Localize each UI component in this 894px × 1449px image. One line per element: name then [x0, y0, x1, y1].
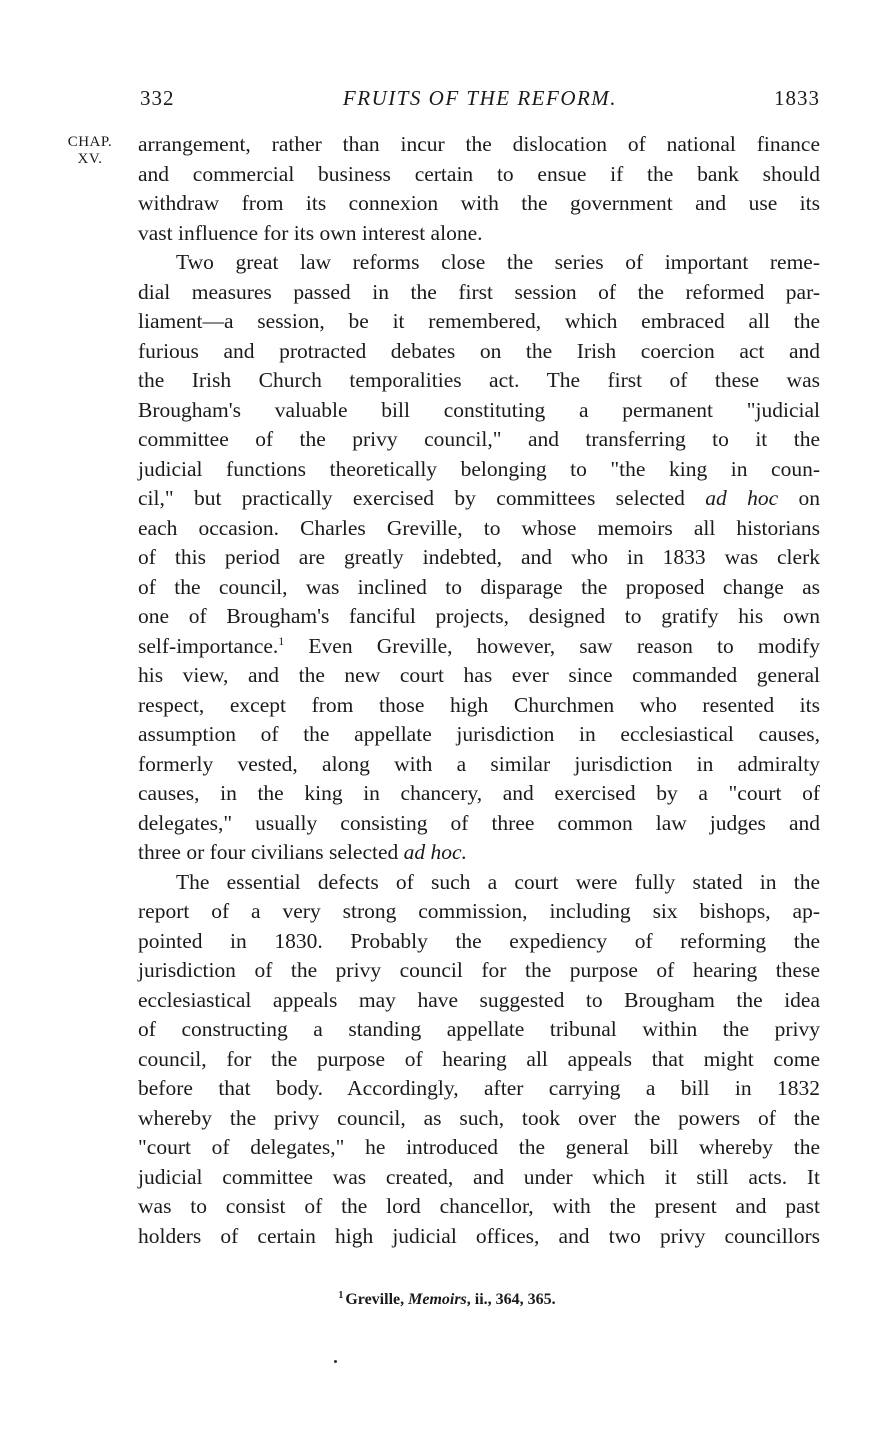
text-line: one of Brougham's fanciful projects, designed to gratify his own [138, 604, 820, 628]
running-title: FRUITS OF THE REFORM. [342, 86, 618, 110]
text-line: judicial committee was created, and under which it still acts. It [138, 1164, 820, 1189]
paragraph-start-line: The essential defects of such a court were fully stated in the [176, 869, 820, 894]
text-line: respect, except from those high Churchmen who resented its [138, 692, 820, 717]
text-line: assumption of the appellate jurisdiction in ecclesiastical causes, [138, 722, 820, 746]
text-run: self-importance. [138, 633, 279, 658]
text-line [138, 632, 820, 662]
footnote-marker: 1 [338, 1290, 344, 1301]
text-line: was to consist of the lord chancellor, with the present and past [138, 1194, 820, 1218]
text-line: formerly vested, along with a similar jurisdiction in admiralty [138, 751, 820, 776]
ink-speck [334, 1360, 337, 1363]
footnote-text: , ii., 364, 365. [466, 1291, 556, 1308]
text-line: and commercial business certain to ensue if the bank should [138, 161, 820, 186]
text-run: three or four civilians selected [138, 840, 404, 864]
text-line: before that body. Accordingly, after carrying a bill in 1832 [138, 1076, 820, 1100]
italic-term: ad hoc. [403, 840, 467, 864]
text-line: furious and protracted debates on the Irish coercion act and [138, 338, 820, 363]
text-line [138, 484, 820, 514]
chapter-side-note [55, 134, 125, 168]
text-line: Brougham's valuable bill constituting a permanent "judicial [138, 397, 820, 422]
text-line: holders of certain high judicial offices, and two privy councillors [138, 1223, 820, 1248]
text-line: pointed in 1830. Probably the expediency of reforming the [138, 928, 820, 953]
text-line: delegates," usually consisting of three common law judges and [138, 810, 820, 835]
text-line: withdraw from its connexion with the government and use its [138, 191, 820, 215]
footnote-reference: 1 [278, 633, 285, 648]
page-number: 332 [140, 86, 175, 110]
running-header [140, 86, 820, 116]
text-run: Even Greville, however, saw reason to modify [284, 633, 820, 658]
text-line: arrangement, rather than incur the dislocation of national finance [138, 132, 820, 156]
text-line: ecclesiastical appeals may have suggested to Brougham the idea [138, 987, 820, 1012]
text-line: causes, in the king in chancery, and exercised by a "court of [138, 781, 820, 805]
running-year: 1833 [774, 86, 820, 110]
text-line: the Irish Church temporalities act. The first of these was [138, 368, 820, 392]
text-line: council, for the purpose of hearing all appeals that might come [138, 1046, 820, 1071]
footnote-text: Greville, [345, 1291, 409, 1308]
body-text [138, 130, 820, 1251]
chapter-label: CHAP. [67, 134, 113, 150]
text-line: of constructing a standing appellate tribunal within the privy [138, 1017, 820, 1041]
chapter-number: XV. [77, 151, 103, 167]
italic-term: ad hoc [705, 486, 779, 510]
paragraph-start-line: Two great law reforms close the series of important reme- [176, 250, 820, 274]
text-line: judicial functions theoretically belonging to "the king in coun- [138, 456, 820, 481]
footnote-title: Memoirs [408, 1291, 467, 1308]
footnote [0, 1290, 894, 1309]
text-line: dial measures passed in the first session of the reformed par- [138, 279, 820, 304]
text-run: cil," but practically exercised by committees selected [138, 486, 706, 510]
text-line: jurisdiction of the privy council for the purpose of hearing these [138, 958, 820, 982]
text-line: "court of delegates," he introduced the general bill whereby the [138, 1135, 820, 1159]
text-line: each occasion. Charles Greville, to whose memoirs all historians [138, 515, 820, 540]
text-line: whereby the privy council, as such, took over the powers of the [138, 1105, 820, 1130]
text-run: on [778, 486, 820, 510]
text-line: of the council, was inclined to disparage the proposed change as [138, 574, 820, 599]
text-line: his view, and the new court has ever since commanded general [138, 663, 820, 687]
text-line: of this period are greatly indebted, and who in 1833 was clerk [138, 545, 820, 569]
text-line: report of a very strong commission, including six bishops, ap- [138, 899, 820, 923]
text-line [138, 838, 820, 868]
text-line: committee of the privy council," and transferring to it the [138, 427, 820, 451]
text-line: liament—a session, be it remembered, which embraced all the [138, 309, 820, 333]
text-line: vast influence for its own interest alone. [138, 220, 483, 245]
